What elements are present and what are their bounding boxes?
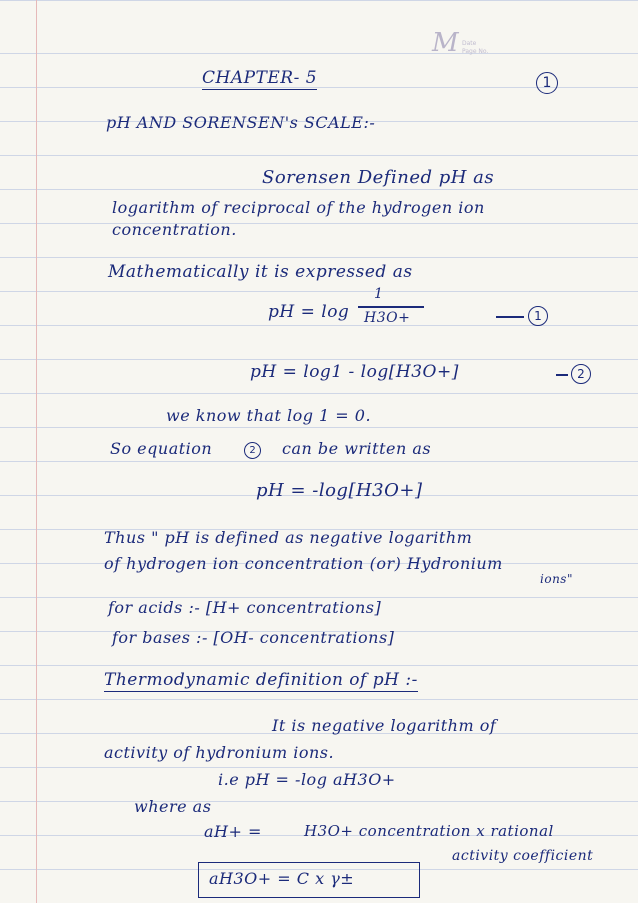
chapter-title: CHAPTER- 5 — [202, 68, 318, 88]
so-equation-a: So equation — [110, 439, 213, 458]
boxed-formula-text: aH3O+ = C x γ± — [209, 869, 355, 888]
math-intro: Mathematically it is expressed as — [108, 262, 413, 282]
equation-2-dash — [556, 374, 568, 376]
section-heading: pH AND SORENSEN's SCALE:- — [106, 113, 376, 132]
bases-line: for bases :- [OH- concentrations] — [112, 628, 395, 647]
activity-rhs-2: activity coefficient — [452, 848, 594, 864]
equation-2: pH = log1 - log[H3O+] — [250, 362, 459, 382]
acids-line: for acids :- [H+ concentrations] — [108, 598, 382, 617]
equation-3: pH = -log[H3O+] — [256, 480, 423, 501]
equation-2-tag: 2 — [571, 364, 591, 384]
equation-1-lhs: pH = log — [268, 302, 350, 322]
equation-1-dash — [496, 316, 524, 318]
equation-1-tag: 1 — [528, 306, 548, 326]
thermo-heading: Thermodynamic definition of pH :- — [104, 670, 418, 690]
activity-rhs: H3O+ concentration x rational — [304, 822, 554, 840]
so-equation-tag: 2 — [244, 442, 261, 459]
margin-line — [36, 0, 38, 903]
thus-line1: Thus " pH is defined as negative logarithm — [104, 528, 473, 547]
thermo-line2: activity of hydronium ions. — [104, 743, 335, 762]
activity-lhs: aH+ = — [204, 822, 262, 841]
page-number: 1 — [542, 75, 552, 91]
brand-logo: M — [432, 28, 459, 58]
boxed-formula — [198, 862, 420, 898]
equation-1-numerator: 1 — [374, 286, 384, 302]
logo-page-label: Page No. — [462, 48, 489, 55]
para1-line1: Sorensen Defined pH as — [262, 167, 495, 188]
thermo-where: where as — [134, 797, 212, 816]
thus-line3: ions" — [540, 572, 573, 586]
para1-line3: concentration. — [112, 220, 237, 239]
fraction-bar — [358, 306, 424, 308]
thus-line2: of hydrogen ion concentration (or) Hydronium — [104, 554, 503, 573]
logo-date-label: Date — [462, 40, 477, 47]
so-equation-b: can be written as — [282, 439, 432, 458]
equation-1-denominator: H3O+ — [364, 310, 411, 326]
known-fact: we know that log 1 = 0. — [166, 406, 372, 425]
page-number-circle — [536, 72, 558, 94]
para1-line2: logarithm of reciprocal of the hydrogen ion — [112, 198, 485, 217]
thermo-ie: i.e pH = -log aH3O+ — [218, 770, 396, 789]
thermo-line1: It is negative logarithm of — [272, 716, 497, 735]
